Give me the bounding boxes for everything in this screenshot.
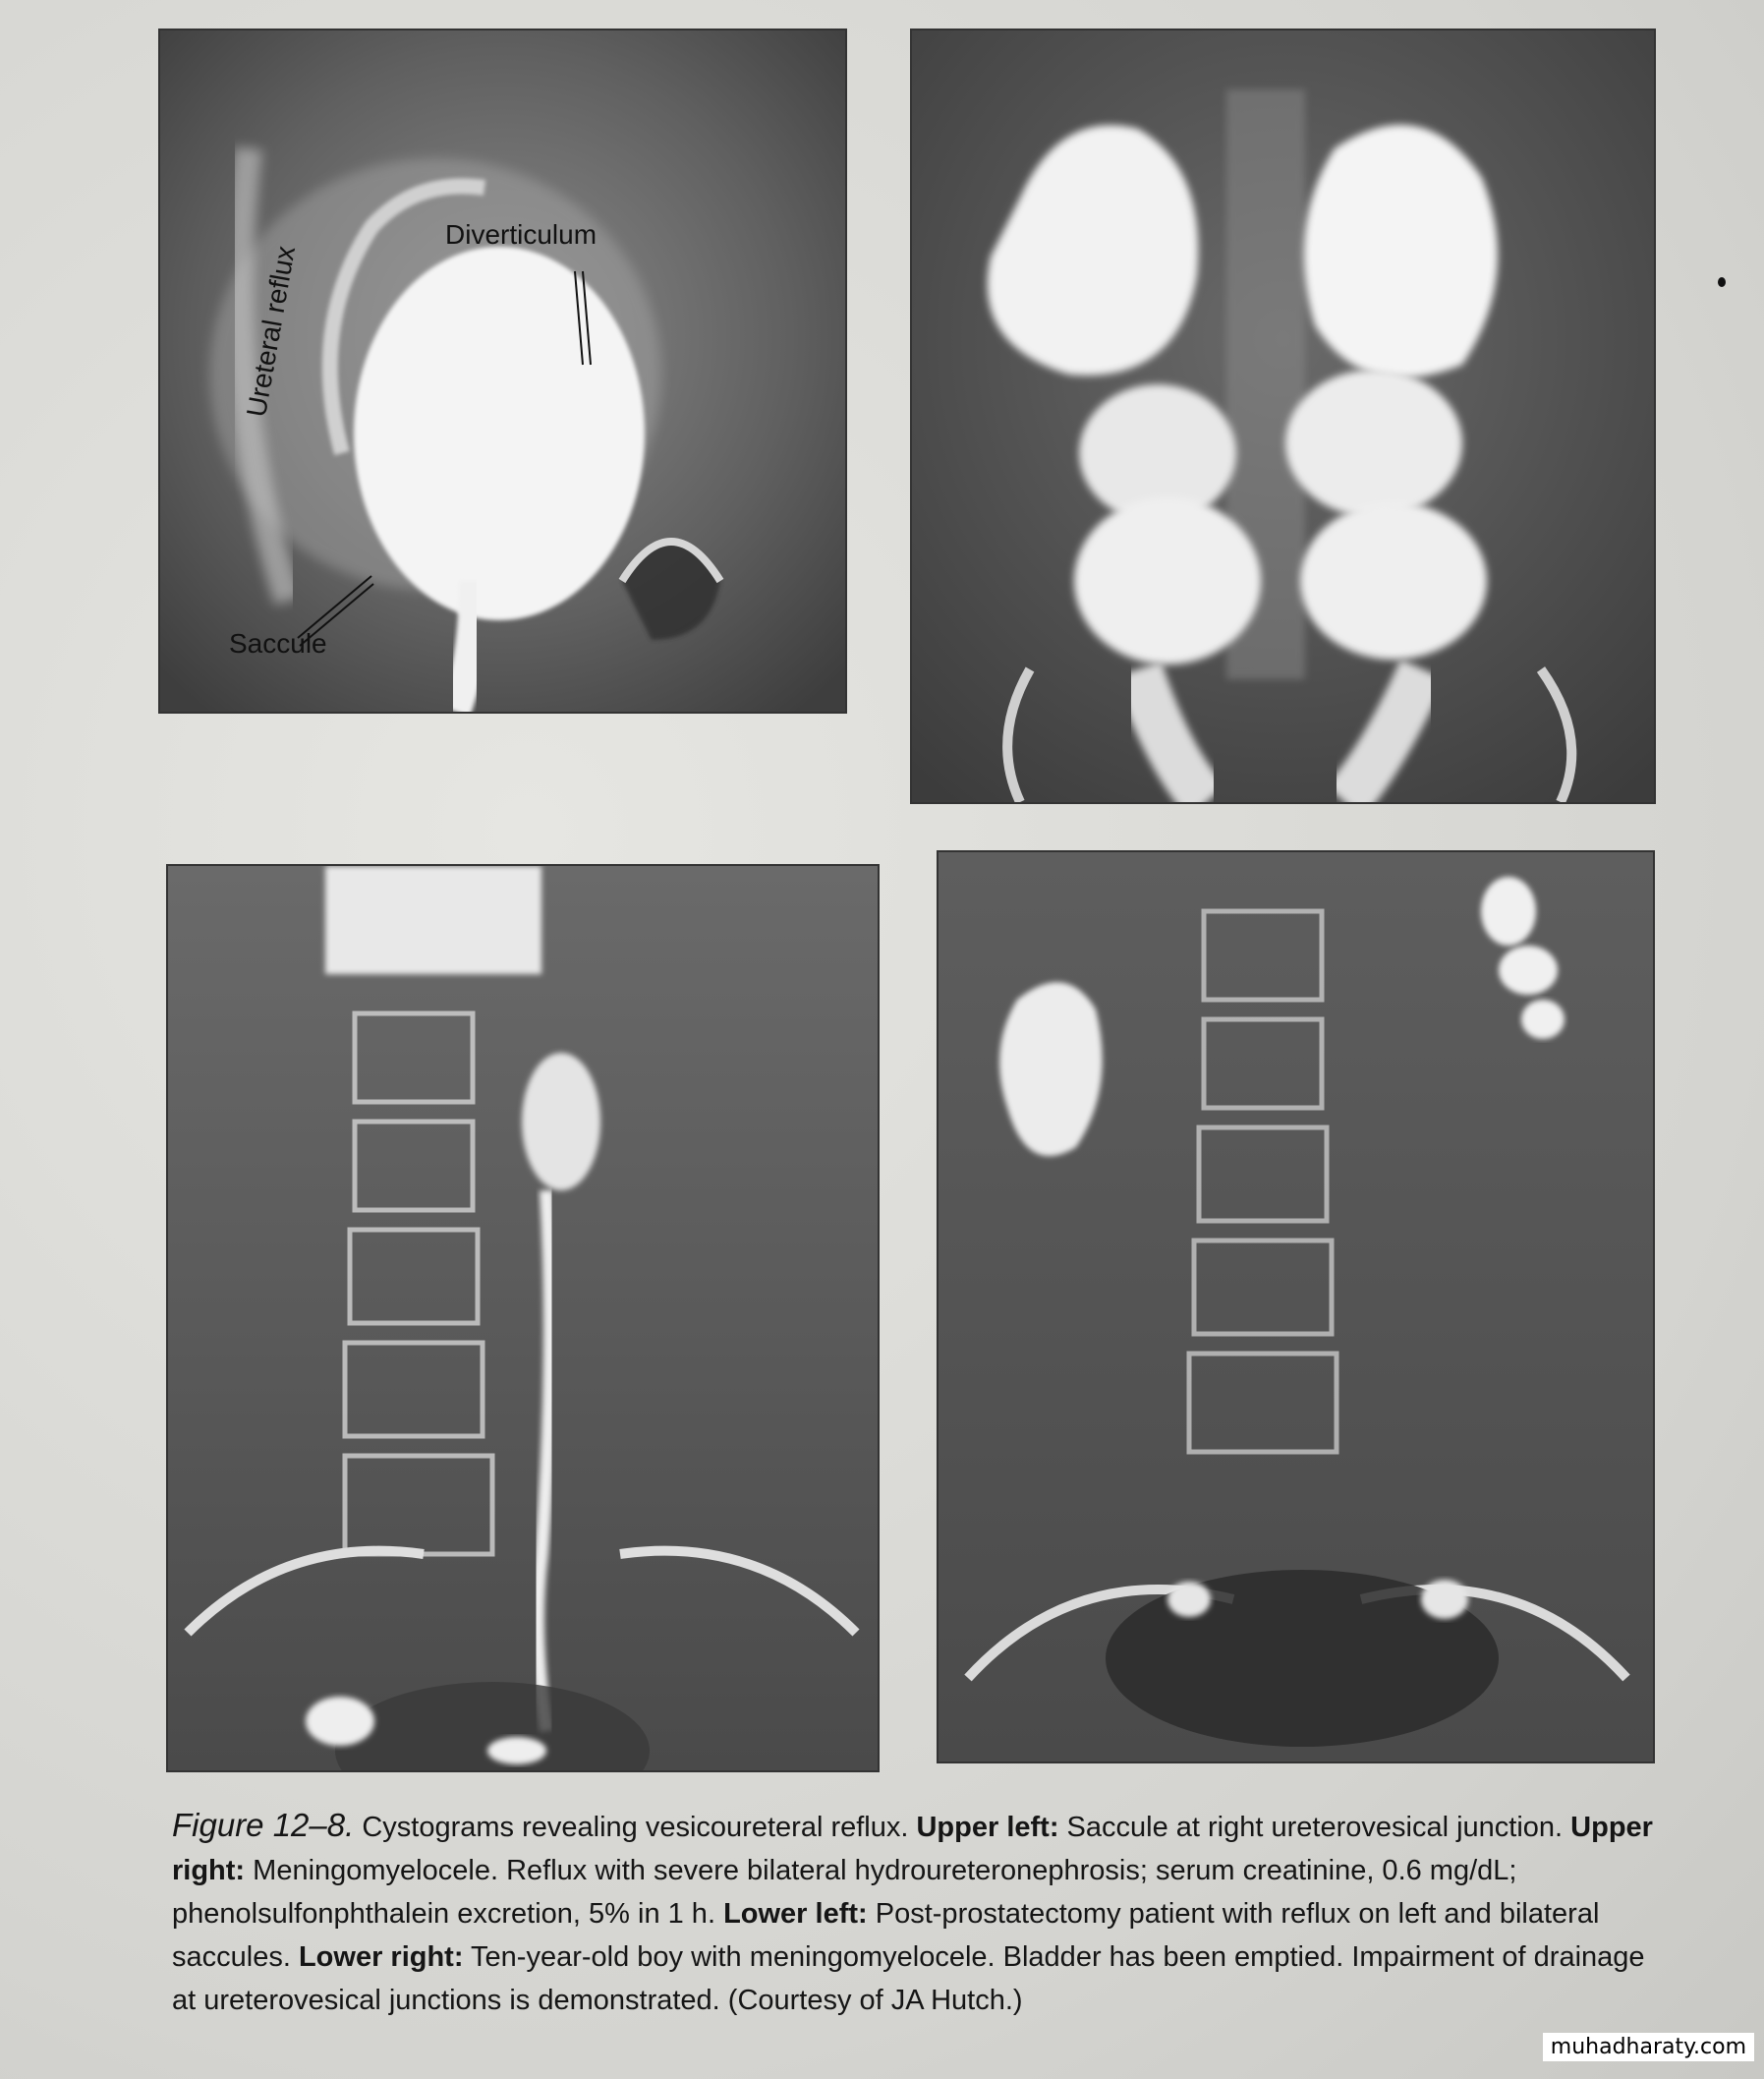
label-diverticulum: Diverticulum — [445, 219, 597, 250]
xray-lower-right-image — [939, 852, 1653, 1761]
xray-upper-right-image — [912, 30, 1654, 802]
caption-intro: Cystograms revealing vesicoureteral reflux. — [362, 1812, 909, 1843]
caption-lower-left-head: Lower left: — [723, 1898, 868, 1930]
caption-upper-left-text: Saccule at right ureterovesical junction. — [1066, 1812, 1564, 1843]
xray-upper-right — [912, 30, 1654, 802]
figure-number: Figure 12–8. — [172, 1807, 355, 1843]
bleed-through-left — [118, 727, 157, 1081]
xray-lower-left — [168, 866, 878, 1770]
caption-upper-right-text: Meningomyelocele. Reflux with severe bilateral hydroureteronephrosis; serum creatinine, 0.6 mg/dL; phenolsulfonphthalein excretion, 5% in 1 h. — [172, 1855, 1517, 1930]
speck-mark — [1718, 277, 1726, 287]
figure-caption — [172, 1804, 1656, 2022]
caption-upper-right-head: Upper right: — [172, 1812, 1653, 1886]
caption-credit: (Courtesy of JA Hutch.) — [727, 1985, 1023, 2016]
xray-lower-left-image — [168, 866, 878, 1770]
site-watermark: muhadharaty.com — [1543, 2033, 1754, 2061]
caption-upper-left-head: Upper left: — [916, 1812, 1059, 1843]
label-saccule: Saccule — [229, 628, 327, 659]
caption-lower-right-text: Ten-year-old boy with meningomyelocele. Bladder has been emptied. Impairment of drainage at ureterovesical junctions is demonstrated. — [172, 1941, 1645, 2016]
xray-upper-left — [160, 30, 845, 712]
caption-lower-left-text: Post-prostatectomy patient with reflux on left and bilateral saccules. — [172, 1898, 1600, 1973]
xray-lower-right — [939, 852, 1653, 1761]
label-ureteral-reflux: Ureteral reflux — [241, 243, 302, 420]
caption-lower-right-head: Lower right: — [298, 1941, 464, 1973]
